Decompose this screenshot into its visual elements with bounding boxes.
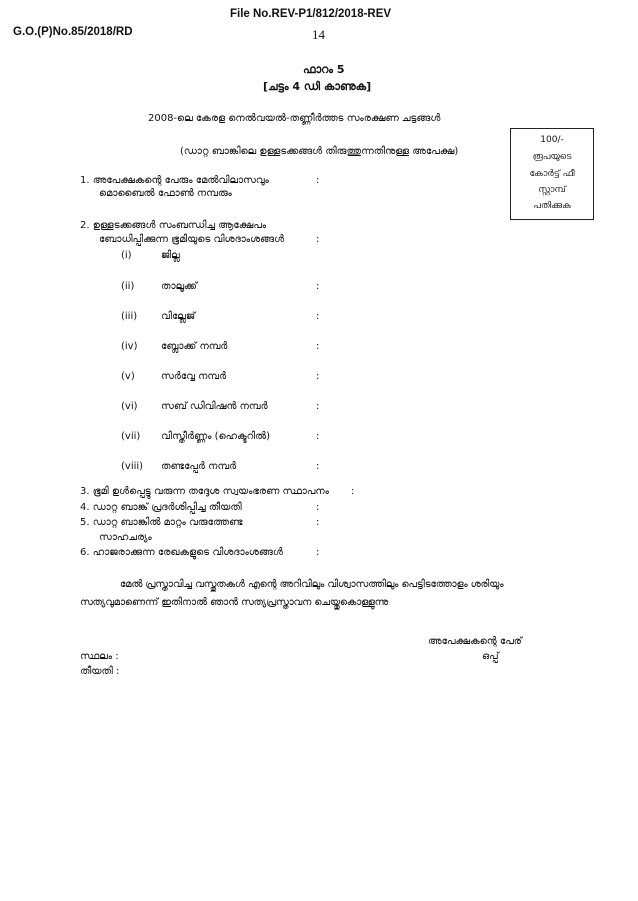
field-colon: :	[316, 311, 320, 322]
field-colon: :	[316, 547, 320, 558]
date-label: തീയതി :	[80, 666, 120, 677]
subitem-number: (iv)	[121, 341, 138, 352]
declaration-line-1: മേൽ പ്രസ്താവിച്ച വസ്തുതകൾ എന്റെ അറിവിലും വിശ്വാസത്തിലും പെട്ടിടത്തോളം ശരിയും	[120, 579, 504, 590]
field-colon: :	[316, 461, 320, 472]
field-colon: :	[316, 502, 320, 513]
form-purpose: (ഡാറ്റ ബാങ്കിലെ ഉള്ളടക്കങ്ങൾ തിരുത്തുന്നതിനുള്ള അപേക്ഷ)	[180, 146, 459, 157]
field-colon: :	[316, 234, 320, 245]
item-1-label: 1. അപേക്ഷകന്റെ പേരും മേൽവിലാസവും	[80, 175, 269, 186]
subitem-block-number-label: ബ്ലോക്ക് നമ്പർ	[161, 341, 228, 352]
applicant-name-label: അപേക്ഷകന്റെ പേര്	[428, 636, 522, 647]
subitem-taluk-label: താലൂക്ക്	[161, 281, 197, 292]
item-2-label-cont: ബോധിപ്പിക്കുന്ന ഭൂമിയുടെ വിശദാംശങ്ങൾ	[99, 234, 285, 245]
go-number: G.O.(P)No.85/2018/RD	[13, 26, 133, 38]
item-4-label: 4. ഡാറ്റ ബാങ്ക് പ്രദർശിപ്പിച്ച തീയതി	[80, 502, 242, 513]
field-colon: :	[316, 401, 320, 412]
act-line: 2008-ലെ കേരള നെൽവയൽ-തണ്ണീർത്തട സംരക്ഷണ ചട്ടങ്ങൾ	[148, 113, 441, 124]
subitem-number: (vi)	[121, 401, 138, 412]
subitem-survey-number-label: സർവ്വേ നമ്പർ	[161, 371, 227, 382]
stamp-line: കോർട്ട് ഫീ	[529, 169, 575, 179]
stamp-line: 100/-	[540, 135, 564, 145]
item-2-label: 2. ഉള്ളടക്കങ്ങൾ സംബന്ധിച്ച ആക്ഷേപം	[80, 220, 267, 231]
subitem-number: (v)	[121, 371, 135, 382]
file-number: File No.REV-P1/812/2018-REV	[230, 8, 392, 20]
subitem-district-label: ജില്ല	[161, 250, 180, 261]
item-3-label: 3. ഭൂമി ഉൾപ്പെട്ടു വരുന്ന തദ്ദേശ സ്വയംഭരണ സ്ഥാപനം	[80, 486, 329, 497]
declaration-line-2: സത്യവുമാണെന്ന് ഇതിനാൽ ഞാൻ സത്യപ്രസ്താവന ചെയ്തുകൊള്ളുന്നു	[80, 597, 388, 608]
subitem-number: (vii)	[121, 431, 141, 442]
subitem-number: (viii)	[121, 461, 144, 472]
page-number: 14	[312, 27, 325, 42]
form-rule-reference: [ചട്ടം 4 ഡി കാണുക]	[263, 80, 372, 93]
field-colon: :	[316, 175, 320, 186]
court-fee-stamp-box	[510, 128, 594, 220]
field-colon: :	[316, 281, 320, 292]
subitem-thandaper-number-label: തണ്ടപ്പേർ നമ്പർ	[161, 461, 237, 472]
signature-label: ഒപ്പ്	[482, 651, 499, 662]
field-colon: :	[316, 517, 320, 528]
field-colon: :	[316, 371, 320, 382]
item-5-label: 5. ഡാറ്റ ബാങ്കിൽ മാറ്റം വരുത്തേണ്ട	[80, 517, 243, 528]
subitem-number: (ii)	[121, 281, 135, 292]
stamp-line: രൂപയുടെ	[532, 152, 572, 162]
item-6-label: 6. ഹാജരാക്കുന്ന രേഖകളുടെ വിശദാംശങ്ങൾ	[80, 547, 283, 558]
subitem-subdivision-number-label: സബ് ഡിവിഷൻ നമ്പർ	[161, 401, 268, 412]
item-5-label-cont: സാഹചര്യം	[99, 532, 152, 543]
subitem-village-label: വില്ലേജ്	[161, 311, 196, 322]
stamp-line: സ്റ്റാമ്പ്	[538, 185, 566, 195]
field-colon: :	[351, 486, 355, 497]
stamp-line: പതിക്കുക	[533, 201, 571, 211]
form-title: ഫാറം 5	[303, 63, 345, 76]
item-1-label-cont: മൊബൈൽ ഫോൺ നമ്പരും	[99, 188, 232, 199]
place-label: സ്ഥലം :	[80, 651, 119, 662]
subitem-number: (iii)	[121, 311, 138, 322]
field-colon: :	[316, 431, 320, 442]
subitem-area-label: വിസ്തീർണ്ണം (ഹെക്ടറിൽ)	[161, 431, 271, 442]
subitem-number: (i)	[121, 250, 132, 261]
field-colon: :	[316, 341, 320, 352]
